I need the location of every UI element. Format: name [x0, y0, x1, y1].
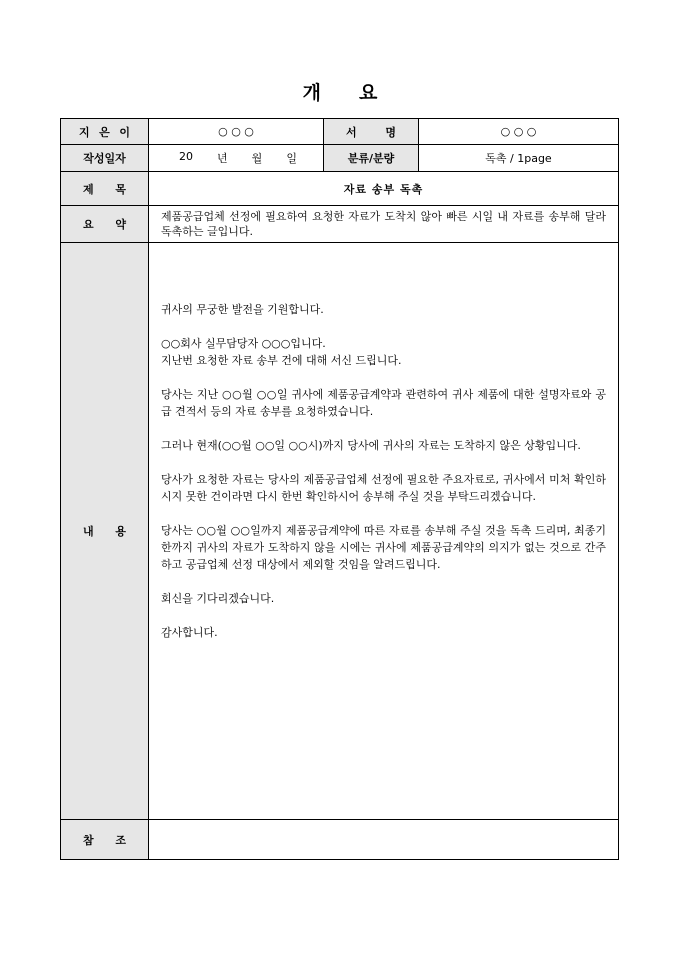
page-title-left: 개: [302, 82, 321, 104]
paragraph: 회신을 기다리겠습니다.: [161, 592, 275, 605]
page-title: [0, 78, 680, 105]
page-title-right: 요: [359, 82, 378, 104]
subject-label: 제 목: [61, 172, 149, 206]
date-year: 20: [179, 150, 193, 163]
letter-body: [149, 243, 618, 641]
signature-label: 서 명: [324, 119, 419, 145]
row-date: [61, 145, 619, 172]
category-label: 분류/분량: [324, 145, 419, 172]
paragraph: 감사합니다.: [161, 626, 218, 639]
date-year-unit: 년: [217, 152, 228, 165]
summary-label: 요 약: [61, 206, 149, 243]
row-author: [61, 119, 619, 145]
date-day-unit: 일: [286, 152, 297, 165]
row-content: [61, 243, 619, 820]
reference-value: [149, 820, 619, 860]
reference-label: 참 조: [61, 820, 149, 860]
content-value: [149, 243, 619, 820]
date-label: 작성일자: [61, 145, 149, 172]
overview-table: [60, 118, 619, 860]
content-label: 내 용: [61, 243, 149, 820]
paragraph: 당사가 요청한 자료는 당사의 제품공급업체 선정에 필요한 주요자료로, 귀사에서 미처 확인하시지 못한 건이라면 다시 한번 확인하시어 송부해 주실 것을 부탁드리겠습니다.: [161, 473, 606, 503]
row-reference: [61, 820, 619, 860]
summary-value: 제품공급업체 선정에 필요하여 요청한 자료가 도착치 않아 빠른 시일 내 자료를 송부해 달라 독촉하는 글입니다.: [149, 206, 619, 243]
subject-value: 자료 송부 독촉: [149, 172, 619, 206]
paragraph: 귀사의 무궁한 발전을 기원합니다.: [161, 303, 324, 316]
date-month-unit: 월: [251, 152, 263, 165]
paragraph: 그러나 현재(○○월 ○○일 ○○시)까지 당사에 귀사의 자료는 도착하지 않은 상황입니다.: [161, 439, 581, 452]
paragraph: 당사는 지난 ○○월 ○○일 귀사에 제품공급계약과 관련하여 귀사 제품에 대한 설명자료와 공급 견적서 등의 자료 송부를 요청하였습니다.: [161, 388, 606, 418]
signature-value: ○ ○ ○: [419, 119, 619, 145]
date-value: [149, 145, 324, 172]
author-label: 지 은 이: [61, 119, 149, 145]
row-summary: [61, 206, 619, 243]
category-value: 독촉 / 1page: [419, 145, 619, 172]
paragraph: ○○회사 실무담당자 ○○○입니다. 지난번 요청한 자료 송부 건에 대해 서신 드립니다.: [161, 337, 402, 367]
author-value: ○ ○ ○: [149, 119, 324, 145]
row-subject: [61, 172, 619, 206]
paragraph: 당사는 ○○월 ○○일까지 제품공급계약에 따른 자료를 송부해 주실 것을 독촉 드리며, 최종기한까지 귀사의 자료가 도착하지 않을 시에는 귀사에 제품공급계약의 의지가 없는 것으로 간주하고 공급업체 선정 대상에서 제외할 것임을 알려드립니다.: [161, 524, 606, 571]
